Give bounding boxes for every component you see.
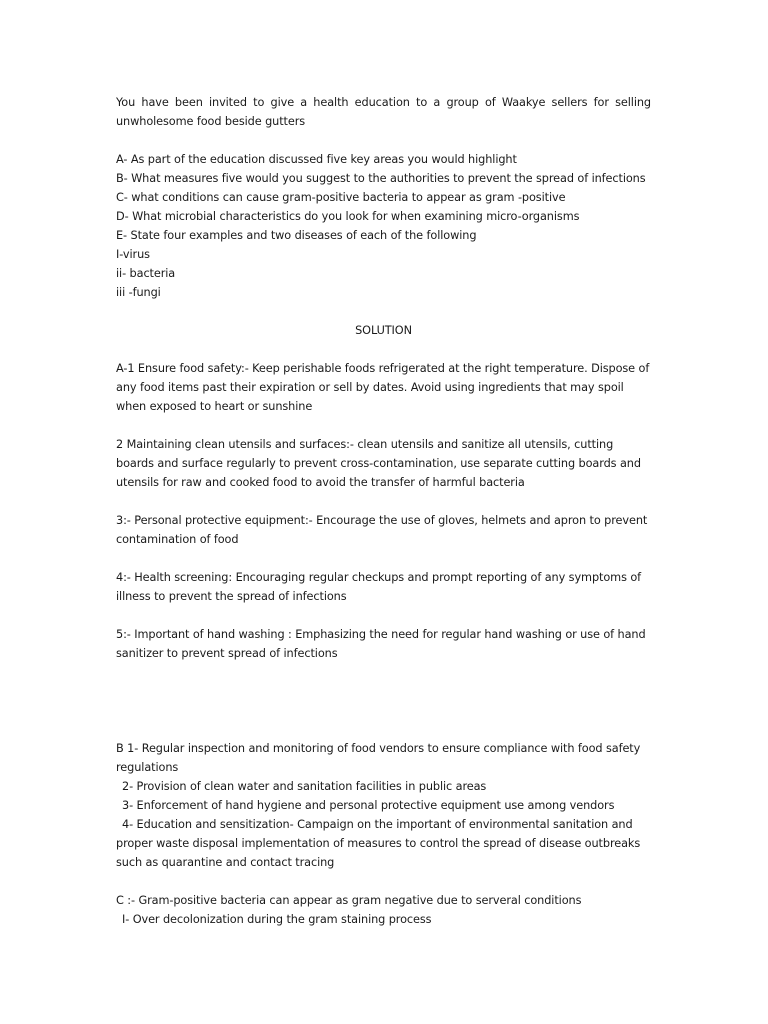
- answer-a-5: 5:- Important of hand washing : Emphasizing the need for regular hand washing or use of hand sanitizer to prevent spread of infections: [116, 628, 646, 660]
- question-a: A- As part of the education discussed five key areas you would highlight: [116, 153, 517, 166]
- answer-a-1: A-1 Ensure food safety:- Keep perishable foods refrigerated at the right temperature. Dispose of any food items past their expiration or sell by dates. Avoid using ingredients that may spoil when exposed to heart or sunshine: [116, 362, 650, 413]
- answer-a-2: 2 Maintaining clean utensils and surfaces:- clean utensils and sanitize all utensils, cutting boards and surface regularly to prevent cross-contamination, use separate cutting boards and utensils for raw and cooked food to avoid the transfer of harmful bacteria: [116, 438, 641, 489]
- intro-paragraph: You have been invited to give a health education to a group of Waakye sellers for selling unwholesome food beside gutters: [116, 96, 651, 128]
- answer-b-3: 3- Enforcement of hand hygiene and personal protective equipment use among vendors: [122, 799, 615, 812]
- question-b: B- What measures five would you suggest to the authorities to prevent the spread of infections: [116, 172, 646, 185]
- document-body: [116, 93, 651, 929]
- question-e-fungi: iii -fungi: [116, 286, 161, 299]
- answer-b-2: 2- Provision of clean water and sanitation facilities in public areas: [122, 780, 487, 793]
- answer-a-3: 3:- Personal protective equipment:- Encourage the use of gloves, helmets and apron to prevent contamination of food: [116, 514, 648, 546]
- question-e-virus: I-virus: [116, 248, 150, 261]
- answer-c-1: I- Over decolonization during the gram staining process: [122, 913, 432, 926]
- answer-b-4: [116, 815, 651, 872]
- answer-a-4: 4:- Health screening: Encouraging regular checkups and prompt reporting of any symptoms of illness to prevent the spread of infections: [116, 571, 642, 603]
- question-d: D- What microbial characteristics do you look for when examining micro-organisms: [116, 210, 580, 223]
- answer-b-4-text: 4- Education and sensitization- Campaign on the important of environmental sanitation and proper waste disposal implementation of measures to control the spread of disease outbreaks such as quarantine and contact tracing: [116, 818, 641, 869]
- answer-b-1: B 1- Regular inspection and monitoring of food vendors to ensure compliance with food safety regulations: [116, 742, 641, 774]
- solution-heading: SOLUTION: [355, 324, 412, 337]
- answer-c-intro: C :- Gram-positive bacteria can appear as gram negative due to serveral conditions: [116, 894, 582, 907]
- question-c: C- what conditions can cause gram-positive bacteria to appear as gram -positive: [116, 191, 566, 204]
- question-e-bacteria: ii- bacteria: [116, 267, 176, 280]
- question-e: E- State four examples and two diseases of each of the following: [116, 229, 477, 242]
